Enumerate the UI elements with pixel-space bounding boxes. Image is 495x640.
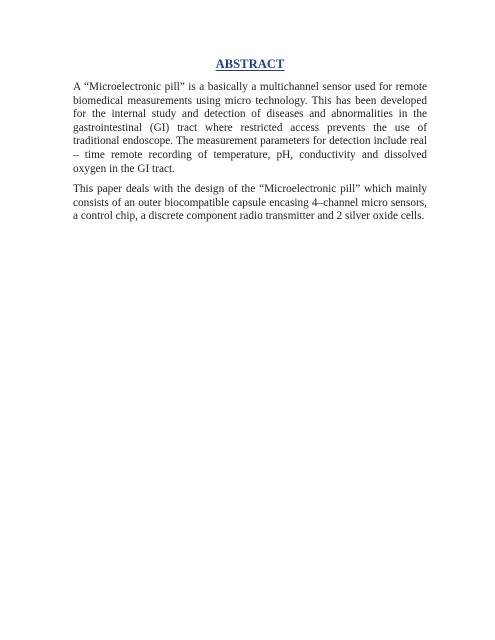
abstract-paragraph-1: A “Microelectronic pill” is a basically a multichannel sensor used for remote biomedical measurements using micro technology. This has been developed for the internal study and detection of diseases and abnormalities in the gastrointestinal (GI) tract where restricted access prevents the use of traditional endoscope. The measurement parameters for detection include real – time remote recording of temperature, pH, conductivity and dissolved oxygen in the GI tract. — [73, 81, 427, 175]
abstract-section — [73, 57, 427, 231]
abstract-heading: ABSTRACT — [215, 57, 285, 71]
abstract-paragraph-2: This paper deals with the design of the “Microelectronic pill” which mainly consists of an outer biocompatible capsule encasing 4–channel micro sensors, a control chip, a discrete component radio transmitter and 2 silver oxide cells. — [73, 183, 427, 223]
